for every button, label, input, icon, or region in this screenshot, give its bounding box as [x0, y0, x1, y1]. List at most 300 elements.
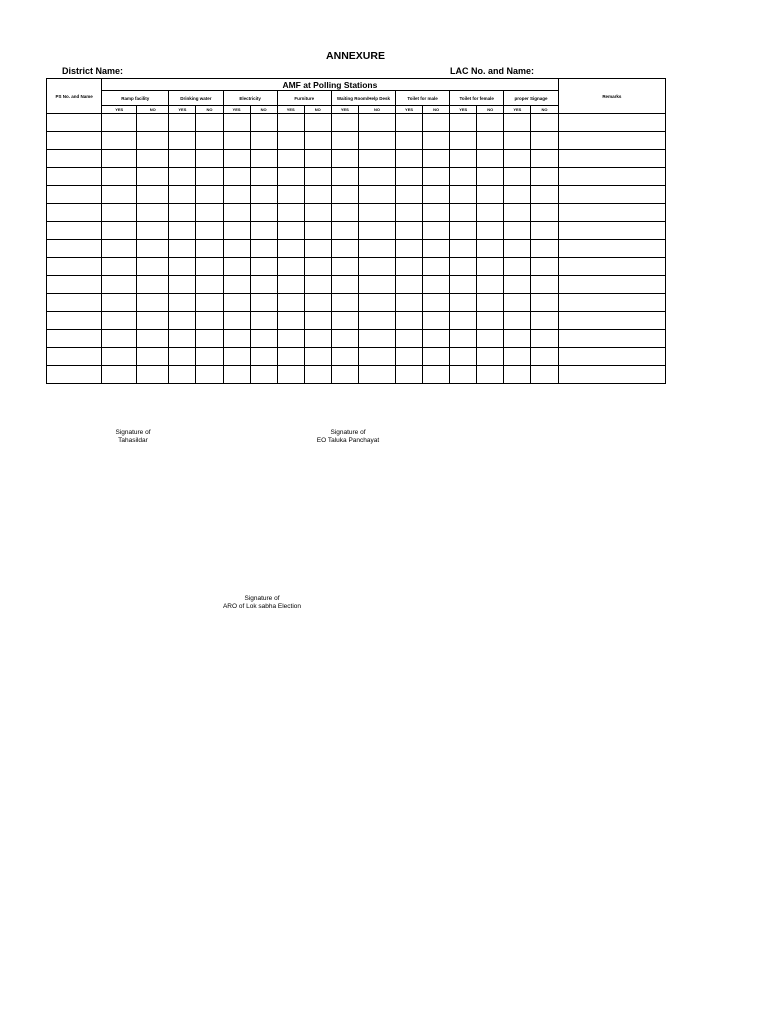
table-cell — [137, 240, 169, 258]
table-cell — [531, 276, 558, 294]
table-cell — [331, 366, 358, 384]
table-cell — [250, 276, 277, 294]
table-cell — [450, 114, 477, 132]
table-cell — [196, 222, 223, 240]
no-header: NO — [304, 106, 331, 114]
table-cell — [531, 258, 558, 276]
table-cell — [396, 330, 423, 348]
table-cell — [196, 330, 223, 348]
signature-eo — [298, 429, 398, 444]
table-cell — [531, 366, 558, 384]
table-cell — [102, 258, 137, 276]
table-cell — [504, 150, 531, 168]
table-cell — [358, 312, 395, 330]
table-cell — [331, 204, 358, 222]
table-cell — [450, 348, 477, 366]
table-cell — [396, 114, 423, 132]
table-cell — [102, 168, 137, 186]
yes-header: YES — [169, 106, 196, 114]
district-name-label: District Name: — [62, 66, 124, 76]
table-cell — [504, 114, 531, 132]
table-cell — [531, 186, 558, 204]
table-cell — [304, 366, 331, 384]
table-cell — [531, 294, 558, 312]
table-cell — [396, 150, 423, 168]
table-cell — [423, 240, 450, 258]
table-cell — [504, 168, 531, 186]
table-cell — [450, 276, 477, 294]
table-cell — [169, 348, 196, 366]
table-cell — [250, 366, 277, 384]
table-cell — [47, 276, 102, 294]
table-row — [47, 114, 666, 132]
signature-tahasildar-line1: Signature of — [115, 429, 151, 436]
table-cell — [250, 168, 277, 186]
table-cell — [137, 312, 169, 330]
table-cell — [277, 258, 304, 276]
table-cell — [277, 294, 304, 312]
table-cell — [558, 114, 665, 132]
table-cell — [304, 276, 331, 294]
table-cell — [223, 348, 250, 366]
table-cell — [47, 348, 102, 366]
table-cell — [102, 204, 137, 222]
table-row — [47, 258, 666, 276]
table-cell — [477, 258, 504, 276]
table-cell — [331, 150, 358, 168]
table-cell — [304, 312, 331, 330]
table-cell — [423, 150, 450, 168]
table-cell — [423, 276, 450, 294]
table-cell — [277, 240, 304, 258]
amf-group-header: AMF at Polling Stations — [102, 79, 558, 91]
table-cell — [477, 114, 504, 132]
table-cell — [196, 258, 223, 276]
table-cell — [47, 114, 102, 132]
table-cell — [137, 168, 169, 186]
table-cell — [477, 186, 504, 204]
no-header: NO — [137, 106, 169, 114]
table-cell — [102, 276, 137, 294]
table-cell — [169, 222, 196, 240]
table-cell — [558, 330, 665, 348]
table-row — [47, 330, 666, 348]
table-cell — [358, 204, 395, 222]
amf-table — [46, 78, 666, 384]
table-cell — [477, 366, 504, 384]
table-cell — [277, 204, 304, 222]
table-cell — [558, 312, 665, 330]
table-cell — [102, 330, 137, 348]
table-cell — [169, 114, 196, 132]
table-cell — [331, 222, 358, 240]
page-title: ANNEXURE — [326, 50, 385, 62]
table-cell — [423, 366, 450, 384]
table-cell — [169, 276, 196, 294]
table-cell — [423, 294, 450, 312]
table-cell — [223, 240, 250, 258]
table-cell — [102, 222, 137, 240]
table-cell — [358, 294, 395, 312]
table-cell — [331, 114, 358, 132]
yes-header: YES — [277, 106, 304, 114]
yes-header: YES — [450, 106, 477, 114]
table-cell — [531, 312, 558, 330]
table-cell — [504, 276, 531, 294]
table-cell — [558, 204, 665, 222]
table-cell — [102, 294, 137, 312]
table-cell — [450, 330, 477, 348]
table-cell — [223, 312, 250, 330]
table-cell — [504, 240, 531, 258]
table-cell — [102, 114, 137, 132]
table-cell — [531, 222, 558, 240]
table-cell — [396, 348, 423, 366]
table-cell — [137, 258, 169, 276]
signature-eo-line2: EO Taluka Panchayat — [316, 436, 380, 444]
table-cell — [137, 348, 169, 366]
table-cell — [477, 276, 504, 294]
table-cell — [223, 366, 250, 384]
table-cell — [477, 330, 504, 348]
table-cell — [196, 204, 223, 222]
table-cell — [504, 366, 531, 384]
table-cell — [137, 204, 169, 222]
table-cell — [358, 240, 395, 258]
table-row — [47, 276, 666, 294]
table-cell — [331, 186, 358, 204]
table-cell — [250, 330, 277, 348]
table-cell — [223, 258, 250, 276]
facility-header-signage: proper Signage — [504, 91, 558, 106]
table-cell — [450, 312, 477, 330]
table-cell — [250, 294, 277, 312]
table-cell — [250, 186, 277, 204]
table-cell — [450, 240, 477, 258]
table-cell — [277, 312, 304, 330]
table-cell — [358, 276, 395, 294]
table-cell — [304, 258, 331, 276]
table-cell — [531, 150, 558, 168]
table-row — [47, 204, 666, 222]
table-cell — [169, 186, 196, 204]
table-cell — [102, 312, 137, 330]
table-cell — [477, 132, 504, 150]
table-cell — [331, 276, 358, 294]
table-cell — [450, 294, 477, 312]
table-cell — [504, 348, 531, 366]
table-cell — [358, 132, 395, 150]
table-cell — [250, 240, 277, 258]
table-cell — [358, 114, 395, 132]
table-cell — [396, 240, 423, 258]
table-cell — [477, 204, 504, 222]
table-cell — [504, 312, 531, 330]
yes-header: YES — [331, 106, 358, 114]
table-cell — [304, 114, 331, 132]
table-cell — [223, 294, 250, 312]
table-cell — [558, 222, 665, 240]
table-cell — [358, 150, 395, 168]
table-cell — [196, 240, 223, 258]
table-cell — [558, 150, 665, 168]
table-cell — [531, 114, 558, 132]
facility-header-ramp: Ramp facility — [102, 91, 169, 106]
table-cell — [423, 204, 450, 222]
no-header: NO — [250, 106, 277, 114]
table-cell — [396, 132, 423, 150]
table-cell — [358, 366, 395, 384]
signature-eo-line1: Signature of — [330, 429, 366, 436]
table-row — [47, 222, 666, 240]
table-cell — [196, 366, 223, 384]
table-cell — [358, 348, 395, 366]
table-cell — [223, 168, 250, 186]
table-cell — [477, 294, 504, 312]
signature-aro — [202, 595, 322, 610]
table-cell — [223, 186, 250, 204]
table-cell — [423, 258, 450, 276]
table-row — [47, 312, 666, 330]
table-cell — [250, 150, 277, 168]
table-row — [47, 150, 666, 168]
facility-header-toilet-male: Toilet for male — [396, 91, 450, 106]
table-cell — [558, 294, 665, 312]
table-cell — [450, 168, 477, 186]
table-cell — [47, 150, 102, 168]
ps-no-name-header: PS No. and Name — [47, 79, 102, 114]
table-cell — [331, 312, 358, 330]
facility-header-furniture: Furniture — [277, 91, 331, 106]
table-cell — [47, 312, 102, 330]
table-row — [47, 186, 666, 204]
table-cell — [277, 330, 304, 348]
table-row — [47, 168, 666, 186]
table-cell — [531, 204, 558, 222]
table-cell — [450, 222, 477, 240]
table-cell — [137, 330, 169, 348]
table-cell — [558, 186, 665, 204]
table-cell — [531, 330, 558, 348]
table-cell — [169, 330, 196, 348]
table-cell — [223, 222, 250, 240]
table-cell — [169, 240, 196, 258]
remarks-header: Remarks — [558, 79, 665, 114]
table-cell — [304, 168, 331, 186]
table-cell — [47, 240, 102, 258]
table-cell — [304, 294, 331, 312]
facility-header-toilet-female: Toilet for female — [450, 91, 504, 106]
table-cell — [277, 150, 304, 168]
table-cell — [250, 204, 277, 222]
table-cell — [331, 330, 358, 348]
table-cell — [396, 366, 423, 384]
signature-tahasildar — [93, 429, 173, 444]
table-cell — [304, 240, 331, 258]
table-cell — [169, 366, 196, 384]
table-cell — [450, 366, 477, 384]
table-cell — [304, 222, 331, 240]
table-cell — [137, 186, 169, 204]
table-cell — [558, 240, 665, 258]
table-cell — [531, 348, 558, 366]
table-cell — [196, 312, 223, 330]
table-cell — [137, 222, 169, 240]
table-cell — [196, 132, 223, 150]
table-cell — [558, 348, 665, 366]
table-cell — [477, 312, 504, 330]
table-cell — [277, 132, 304, 150]
signature-aro-line2: ARO of Lok sabha Election — [222, 602, 302, 610]
table-cell — [169, 294, 196, 312]
table-cell — [223, 276, 250, 294]
signature-tahasildar-line2: Tahasildar — [118, 436, 148, 444]
table-cell — [277, 168, 304, 186]
table-cell — [47, 366, 102, 384]
yes-header: YES — [504, 106, 531, 114]
table-row — [47, 348, 666, 366]
table-cell — [169, 312, 196, 330]
table-cell — [396, 276, 423, 294]
table-cell — [47, 258, 102, 276]
table-cell — [277, 222, 304, 240]
table-cell — [477, 168, 504, 186]
table-row — [47, 132, 666, 150]
table-cell — [558, 366, 665, 384]
table-cell — [137, 276, 169, 294]
table-cell — [223, 114, 250, 132]
table-cell — [47, 132, 102, 150]
table-cell — [277, 186, 304, 204]
table-cell — [47, 222, 102, 240]
table-cell — [223, 132, 250, 150]
table-cell — [477, 240, 504, 258]
table-cell — [196, 186, 223, 204]
table-cell — [304, 330, 331, 348]
table-cell — [358, 258, 395, 276]
table-cell — [423, 168, 450, 186]
table-cell — [102, 132, 137, 150]
table-cell — [477, 150, 504, 168]
table-cell — [450, 150, 477, 168]
table-cell — [250, 348, 277, 366]
table-cell — [423, 222, 450, 240]
table-row — [47, 294, 666, 312]
table-cell — [169, 150, 196, 168]
table-cell — [304, 132, 331, 150]
table-cell — [223, 330, 250, 348]
table-cell — [531, 168, 558, 186]
table-cell — [223, 150, 250, 168]
table-cell — [331, 132, 358, 150]
facility-header-waiting-room: Waiting Room/Help Desk — [331, 91, 395, 106]
table-cell — [504, 222, 531, 240]
table-cell — [558, 132, 665, 150]
table-cell — [196, 114, 223, 132]
table-cell — [250, 312, 277, 330]
facility-header-drinking-water: Drinking water — [169, 91, 223, 106]
signature-aro-line1: Signature of — [244, 595, 280, 602]
table-cell — [169, 132, 196, 150]
table-cell — [396, 294, 423, 312]
table-cell — [477, 222, 504, 240]
table-cell — [169, 204, 196, 222]
table-cell — [47, 204, 102, 222]
table-cell — [423, 132, 450, 150]
table-cell — [47, 294, 102, 312]
table-cell — [277, 366, 304, 384]
table-cell — [450, 186, 477, 204]
table-cell — [277, 348, 304, 366]
table-cell — [250, 132, 277, 150]
table-cell — [331, 168, 358, 186]
table-cell — [423, 312, 450, 330]
table-cell — [396, 186, 423, 204]
table-cell — [223, 204, 250, 222]
table-cell — [531, 132, 558, 150]
table-cell — [423, 114, 450, 132]
table-cell — [477, 348, 504, 366]
table-cell — [304, 186, 331, 204]
table-cell — [169, 258, 196, 276]
table-cell — [304, 204, 331, 222]
table-cell — [102, 186, 137, 204]
table-cell — [531, 240, 558, 258]
table-cell — [196, 150, 223, 168]
no-header: NO — [423, 106, 450, 114]
table-cell — [450, 258, 477, 276]
table-cell — [504, 258, 531, 276]
facility-header-electricity: Electricity — [223, 91, 277, 106]
yes-header: YES — [102, 106, 137, 114]
table-cell — [304, 348, 331, 366]
table-cell — [196, 294, 223, 312]
table-cell — [102, 366, 137, 384]
table-cell — [358, 222, 395, 240]
table-cell — [504, 294, 531, 312]
lac-name-label: LAC No. and Name: — [450, 66, 535, 76]
table-cell — [102, 240, 137, 258]
table-cell — [331, 294, 358, 312]
table-row — [47, 240, 666, 258]
table-cell — [250, 114, 277, 132]
table-cell — [137, 366, 169, 384]
table-cell — [450, 132, 477, 150]
table-cell — [396, 204, 423, 222]
table-cell — [250, 222, 277, 240]
no-header: NO — [196, 106, 223, 114]
table-cell — [558, 168, 665, 186]
table-cell — [250, 258, 277, 276]
table-cell — [47, 186, 102, 204]
table-cell — [504, 132, 531, 150]
table-cell — [423, 348, 450, 366]
no-header: NO — [477, 106, 504, 114]
table-cell — [331, 348, 358, 366]
no-header: NO — [358, 106, 395, 114]
table-cell — [196, 276, 223, 294]
table-cell — [137, 294, 169, 312]
table-cell — [277, 114, 304, 132]
table-cell — [47, 168, 102, 186]
table-cell — [277, 276, 304, 294]
table-cell — [331, 258, 358, 276]
table-cell — [396, 222, 423, 240]
table-row — [47, 366, 666, 384]
table-cell — [558, 258, 665, 276]
yes-header: YES — [396, 106, 423, 114]
table-cell — [47, 330, 102, 348]
